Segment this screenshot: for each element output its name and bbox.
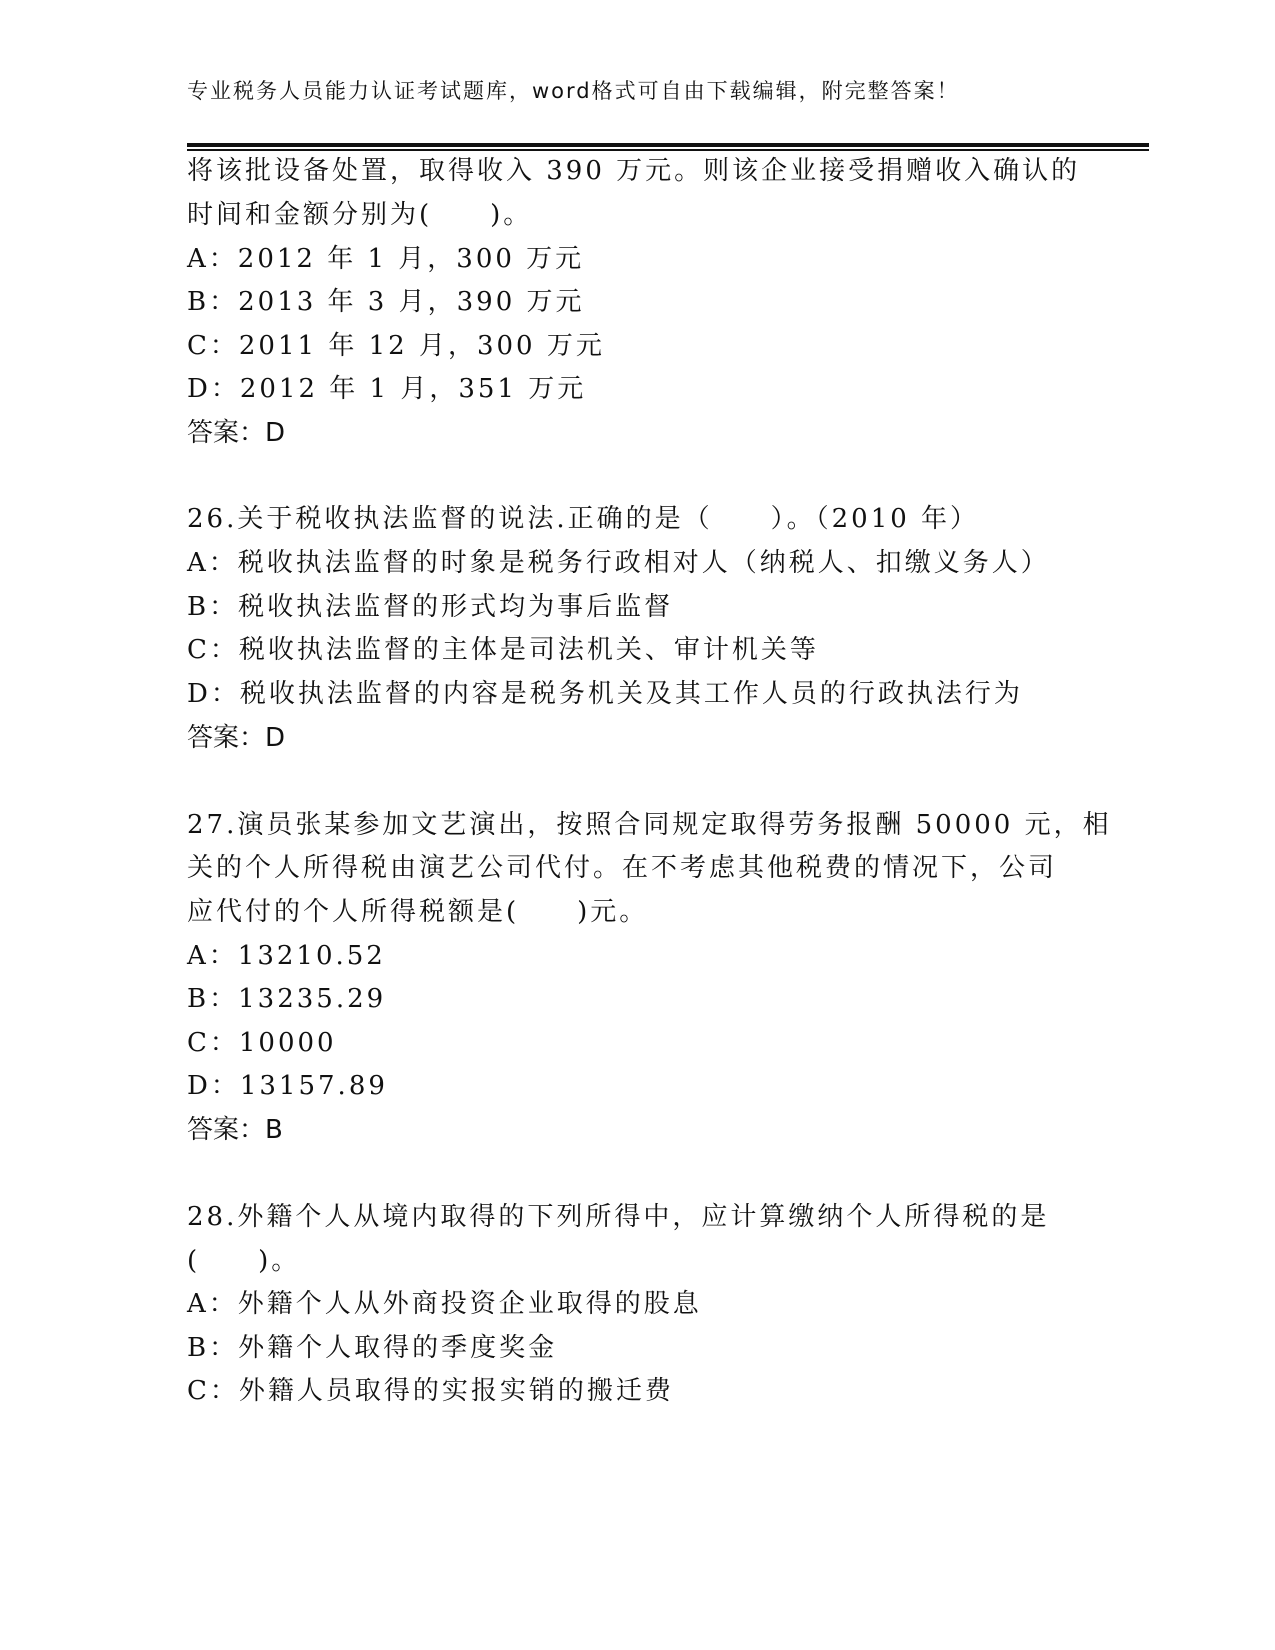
question-27-text-line-3: 应代付的个人所得税额是( )元。 [187,897,649,927]
question-28-option-a: A：外籍个人从外商投资企业取得的股息 [187,1289,702,1319]
question-28-text-line-1: 28.外籍个人从境内取得的下列所得中，应计算缴纳个人所得税的是 [187,1202,1050,1232]
question-26-option-d: D：税收执法监督的内容是税务机关及其工作人员的行政执法行为 [187,679,1023,709]
question-26-answer: 答案：D [187,723,286,753]
question-25-answer: 答案：D [187,418,286,448]
question-26-text-line-1: 26.关于税收执法监督的说法.正确的是（ ）。（2010 年） [187,504,980,534]
question-25-option-c: C：2011 年 12 月，300 万元 [187,331,605,361]
question-26-option-c: C：税收执法监督的主体是司法机关、审计机关等 [187,635,819,665]
question-27-answer: 答案：B [187,1115,283,1145]
question-28-option-b: B：外籍个人取得的季度奖金 [187,1333,558,1363]
question-25-text-line-2: 时间和金额分别为( )。 [187,200,533,230]
question-27-option-c: C：10000 [187,1028,337,1058]
question-28-text-line-2: ( )。 [187,1246,301,1276]
question-27-text-line-1: 27.演员张某参加文艺演出，按照合同规定取得劳务报酬 50000 元，相 [187,810,1112,840]
question-27-option-d: D：13157.89 [187,1071,388,1101]
header-rule-thick [187,143,1149,147]
question-26-option-a: A：税收执法监督的时象是税务行政相对人（纳税人、扣缴义务人） [187,548,1050,578]
question-28-option-c: C：外籍人员取得的实报实销的搬迁费 [187,1376,674,1406]
question-25-option-a: A：2012 年 1 月，300 万元 [187,244,585,274]
question-27-option-b: B：13235.29 [187,984,387,1014]
question-25-option-b: B：2013 年 3 月，390 万元 [187,287,585,317]
question-25-text-line-1: 将该批设备处置，取得收入 390 万元。则该企业接受捐赠收入确认的 [187,156,1081,186]
question-27-text-line-2: 关的个人所得税由演艺公司代付。在不考虑其他税费的情况下，公司 [187,853,1058,883]
header-rule-thin [187,149,1149,151]
question-25-option-d: D：2012 年 1 月，351 万元 [187,374,587,404]
question-27-option-a: A：13210.52 [187,941,386,971]
page-header: 专业税务人员能力认证考试题库，word格式可自由下载编辑，附完整答案！ [187,79,960,103]
question-26-option-b: B：税收执法监督的形式均为事后监督 [187,592,674,622]
